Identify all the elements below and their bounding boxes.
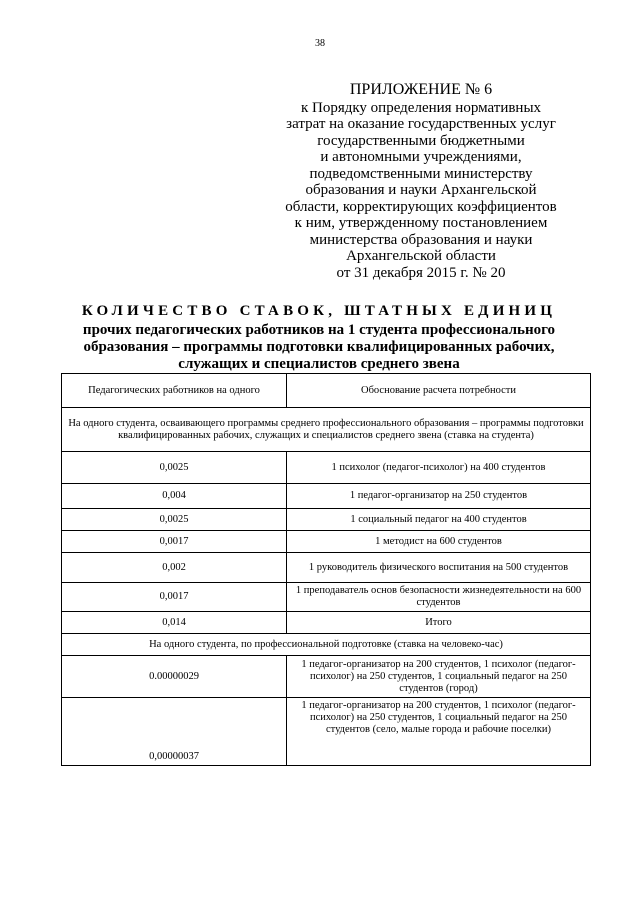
basis-cell: 1 руководитель физического воспитания на 500 студентов (287, 553, 591, 583)
heading-sub-line: образования – программы подготовки квалифицированных рабочих, (83, 339, 555, 355)
heading-sub-line: служащих и специалистов среднего звена (178, 356, 460, 372)
table-header-row (62, 374, 591, 408)
value-cell: 0,0025 (62, 509, 287, 531)
staff-table (61, 373, 591, 766)
value-cell: 0,004 (62, 484, 287, 509)
appendix-line: к ним, утвержденному постановлением (294, 215, 548, 231)
value-cell: 0,014 (62, 612, 287, 634)
basis-cell: 1 педагог-организатор на 200 студентов, 1 психолог (педагог-психолог) на 250 студентов, 1 социальный педагог на 250 студентов (город) (287, 656, 591, 698)
value-cell: 0,00000037 (62, 698, 287, 766)
appendix-line: затрат на оказание государственных услуг (286, 116, 556, 132)
value-cell: 0,002 (62, 553, 287, 583)
table-row (62, 531, 591, 553)
heading-sub-line: прочих педагогических работников на 1 студента профессионального (82, 322, 556, 338)
table-row (62, 656, 591, 698)
appendix-line: Архангельской области (346, 248, 496, 264)
basis-cell: 1 методист на 600 студентов (287, 531, 591, 553)
appendix-line: образования и науки Архангельской (305, 182, 537, 198)
basis-cell: 1 социальный педагог на 400 студентов (287, 509, 591, 531)
table-row (62, 583, 591, 612)
document-heading (60, 303, 578, 373)
section-row (62, 634, 591, 656)
basis-cell: 1 педагог-организатор на 200 студентов, 1 психолог (педагог-психолог) на 250 студентов, 1 социальный педагог на 250 студентов (село, малые города и рабочие поселки) (287, 698, 591, 766)
basis-cell: 1 педагог-организатор на 250 студентов (287, 484, 591, 509)
appendix-line: к Порядку определения нормативных (300, 99, 542, 116)
appendix-line: области, корректирующих коэффициентов (285, 198, 557, 215)
value-cell: 0,0025 (62, 452, 287, 484)
header-cell: Педагогических работников на одного (62, 374, 287, 408)
value-cell: 0,0017 (62, 531, 287, 553)
header-cell: Обоснование расчета потребности (287, 374, 591, 408)
appendix-line: государственными бюджетными (317, 132, 525, 149)
basis-cell: 1 преподаватель основ безопасности жизнедеятельности на 600 студентов (287, 583, 591, 612)
basis-cell: Итого (287, 612, 591, 634)
appendix-line: от 31 декабря 2015 г. № 20 (336, 264, 506, 281)
value-cell: 0,0017 (62, 583, 287, 612)
table-row (62, 509, 591, 531)
table-row (62, 452, 591, 484)
table-row (62, 484, 591, 509)
section-cell: На одного студента, по профессиональной подготовке (ставка на человеко-час) (62, 634, 591, 656)
table-row (62, 612, 591, 634)
appendix-line: подведомственными министерству (309, 165, 533, 182)
section-row (62, 408, 591, 452)
value-cell: 0.00000029 (62, 656, 287, 698)
page-number: 38 (315, 38, 325, 49)
heading-main: КОЛИЧЕСТВО СТАВОК, ШТАТНЫХ ЕДИНИЦ (81, 303, 557, 319)
appendix-block (258, 82, 584, 281)
heading-sub (60, 322, 578, 373)
basis-cell: 1 психолог (педагог-психолог) на 400 студентов (287, 452, 591, 484)
appendix-title: ПРИЛОЖЕНИЕ № 6 (349, 81, 493, 98)
table-row (62, 698, 591, 766)
appendix-line: и автономными учреждениями, (320, 149, 522, 165)
appendix-line: министерства образования и науки (309, 231, 533, 248)
section-cell: На одного студента, осваивающего программы среднего профессионального образования – программы подготовки квалифицированных рабочих, служащих и специалистов среднего звена (ставка на студента) (62, 408, 591, 452)
table-row (62, 553, 591, 583)
